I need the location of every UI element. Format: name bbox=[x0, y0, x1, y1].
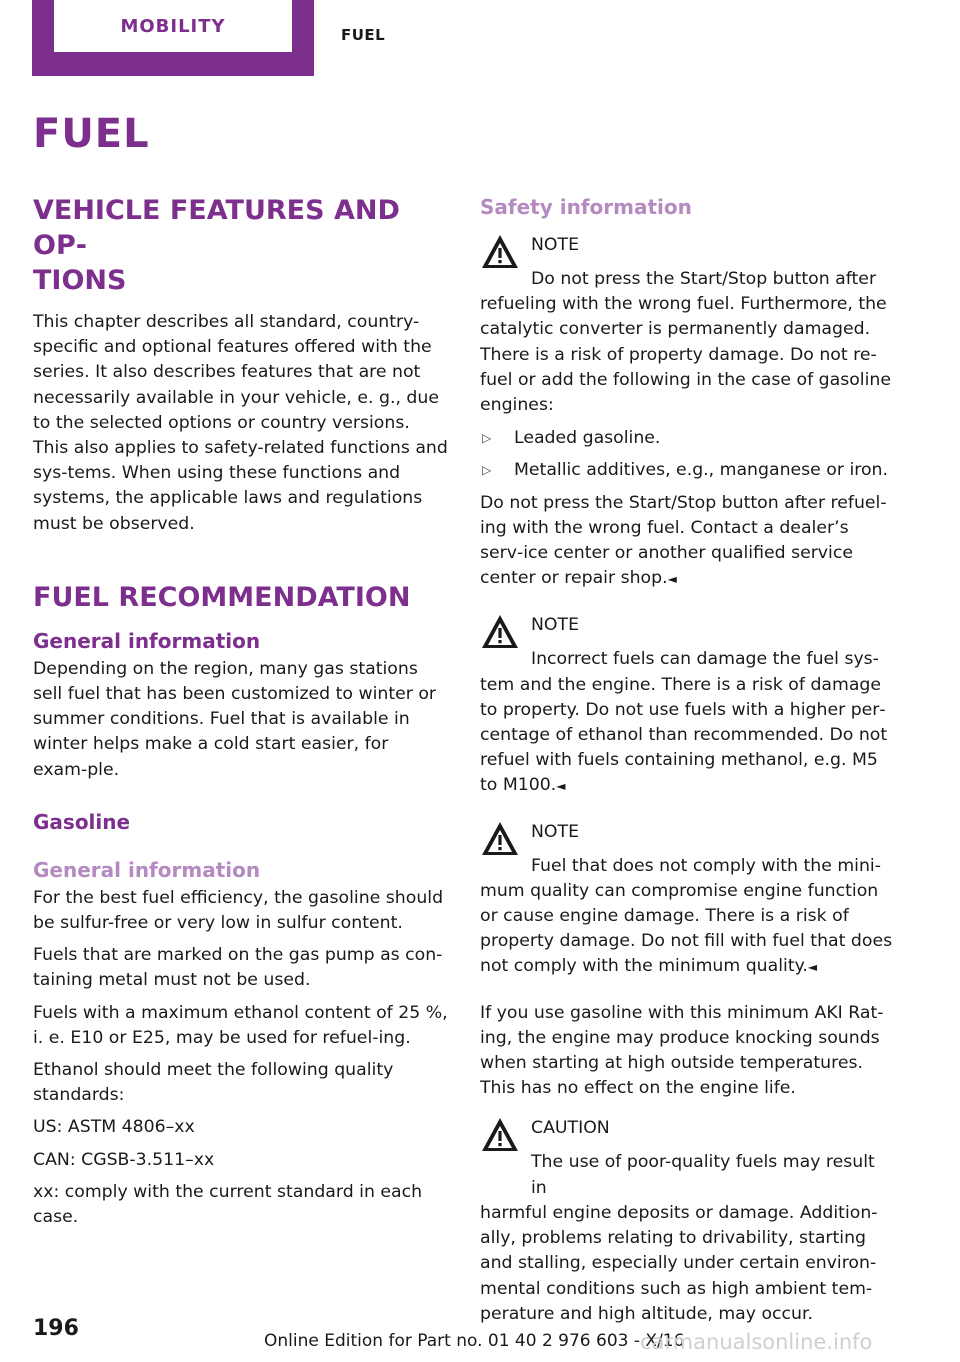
note-first-line: Fuel that does not comply with the mini‐ bbox=[531, 855, 881, 876]
page-number: 196 bbox=[33, 1316, 79, 1341]
chapter-tab-label: MOBILITY bbox=[120, 15, 226, 37]
note-text: tem and the engine. There is a risk of damage to property. Do not use fuels with a higher per‐centage of ethanol than recommended. Do not refuel with fuels containing methanol, e.g. M5 to M100. bbox=[480, 674, 888, 796]
note-first-line: Incorrect fuels can damage the fuel sys‐ bbox=[531, 649, 879, 670]
caution-label: CAUTION bbox=[531, 1118, 610, 1139]
us-standard: US: ASTM 4806–xx bbox=[33, 1117, 195, 1138]
end-mark-icon: ◄ bbox=[807, 960, 818, 975]
warning-triangle-icon bbox=[480, 1115, 520, 1155]
caution-text: harmful engine deposits or damage. Addition‐ally, problems relating to drivability, starting and stalling, especially under certain environ‐mental conditions such as high ambient tem‐perature and high altitude, may occur. bbox=[480, 1202, 878, 1324]
note-first-line: Do not press the Start/Stop button after bbox=[531, 269, 877, 289]
gasoline-general-heading: General information bbox=[33, 857, 261, 882]
sulfur-paragraph: For the best fuel efficiency, the gasoline should be sulfur-free or very low in sulfur content. bbox=[33, 887, 444, 934]
vehicle-features-heading: VEHICLE FEATURES AND OP‐ TIONS bbox=[33, 195, 400, 296]
after-bullets-paragraph bbox=[480, 491, 896, 593]
note-label: NOTE bbox=[531, 821, 580, 842]
vehicle-features-body: This chapter describes all standard, country-specific and optional features offered with the series. It also describes features that are not necessarily available in your vehicle, e. g., due to the selected options or country versions. This also applies to safety-related functions and sys‐tems. When using these functions and systems, the applicable laws and regulations must be observed. bbox=[33, 312, 448, 534]
page-title: FUEL bbox=[33, 111, 150, 157]
end-mark-icon: ◄ bbox=[667, 572, 677, 587]
section-label: FUEL bbox=[341, 26, 386, 44]
warning-triangle-icon bbox=[480, 819, 520, 859]
note-block bbox=[480, 820, 896, 981]
list-item bbox=[480, 458, 896, 483]
after-bullets-text: Do not press the Start/Stop button after refuel‐ing with the wrong fuel. Contact a dealer’s serv‐ice center or another qualified service center or repair shop. bbox=[480, 492, 887, 589]
general-information-body: Depending on the region, many gas stations sell fuel that has been customized to winter or summer conditions. Fuel that is available in winter helps make a cold start easier, for exam‐ple. bbox=[33, 658, 437, 780]
metal-paragraph: Fuels that are marked on the gas pump as con‐taining metal must not be used. bbox=[33, 945, 443, 991]
caution-block bbox=[480, 1116, 896, 1326]
chapter-tab bbox=[32, 0, 314, 76]
list-item-text: Metallic additives, e.g., manganese or iron. bbox=[514, 460, 889, 481]
note-label: NOTE bbox=[531, 235, 580, 255]
bullet-list bbox=[480, 426, 896, 483]
triangle-bullet-icon: ▷ bbox=[482, 431, 492, 446]
aki-paragraph: If you use gasoline with this minimum AKI Rat‐ing, the engine may produce knocking sounds when starting at high outside temperatures. This has no effect on the engine life. bbox=[480, 1002, 884, 1099]
can-standard: CAN: CGSB-3.511–xx bbox=[33, 1149, 215, 1170]
list-item-text: Leaded gasoline. bbox=[514, 428, 661, 449]
xx-definition: xx: comply with the current standard in each case. bbox=[33, 1181, 423, 1228]
fuel-recommendation-heading: FUEL RECOMMENDATION bbox=[33, 581, 411, 613]
note-block bbox=[480, 233, 896, 418]
general-information-heading: General information bbox=[33, 628, 261, 653]
left-column bbox=[33, 193, 448, 1237]
list-item bbox=[480, 426, 896, 451]
note-block bbox=[480, 613, 896, 799]
note-text: mum quality can compromise engine function or cause engine damage. There is a risk of property damage. Do not fill with fuel that does not comply with the minimum quality. bbox=[480, 880, 893, 977]
ethanol-content-paragraph: Fuels with a maximum ethanol content of 25 %, i. e. E10 or E25, may be used for refuel‐ing. bbox=[33, 1002, 448, 1048]
safety-information-heading: Safety information bbox=[480, 195, 692, 219]
watermark: carmanualsonline.info bbox=[640, 1330, 873, 1354]
chapter-tab-inner bbox=[54, 0, 292, 52]
caution-first-line: The use of poor-quality fuels may result in bbox=[531, 1152, 875, 1198]
note-label: NOTE bbox=[531, 615, 580, 636]
gasoline-heading: Gasoline bbox=[33, 809, 131, 834]
ethanol-standards-paragraph: Ethanol should meet the following quality standards: bbox=[33, 1060, 394, 1106]
warning-triangle-icon bbox=[480, 612, 520, 652]
end-mark-icon: ◄ bbox=[556, 779, 566, 794]
warning-triangle-icon bbox=[480, 232, 520, 272]
triangle-bullet-icon: ▷ bbox=[482, 463, 492, 478]
footer-edition: Online Edition for Part no. 01 40 2 976 603 - X/16 bbox=[264, 1331, 685, 1351]
note-text: refueling with the wrong fuel. Furthermore, the catalytic converter is permanently damaged. There is a risk of property damage. Do not re‐fuel or add the following in the case of gasoline engines: bbox=[480, 294, 891, 416]
right-column bbox=[480, 193, 896, 1347]
